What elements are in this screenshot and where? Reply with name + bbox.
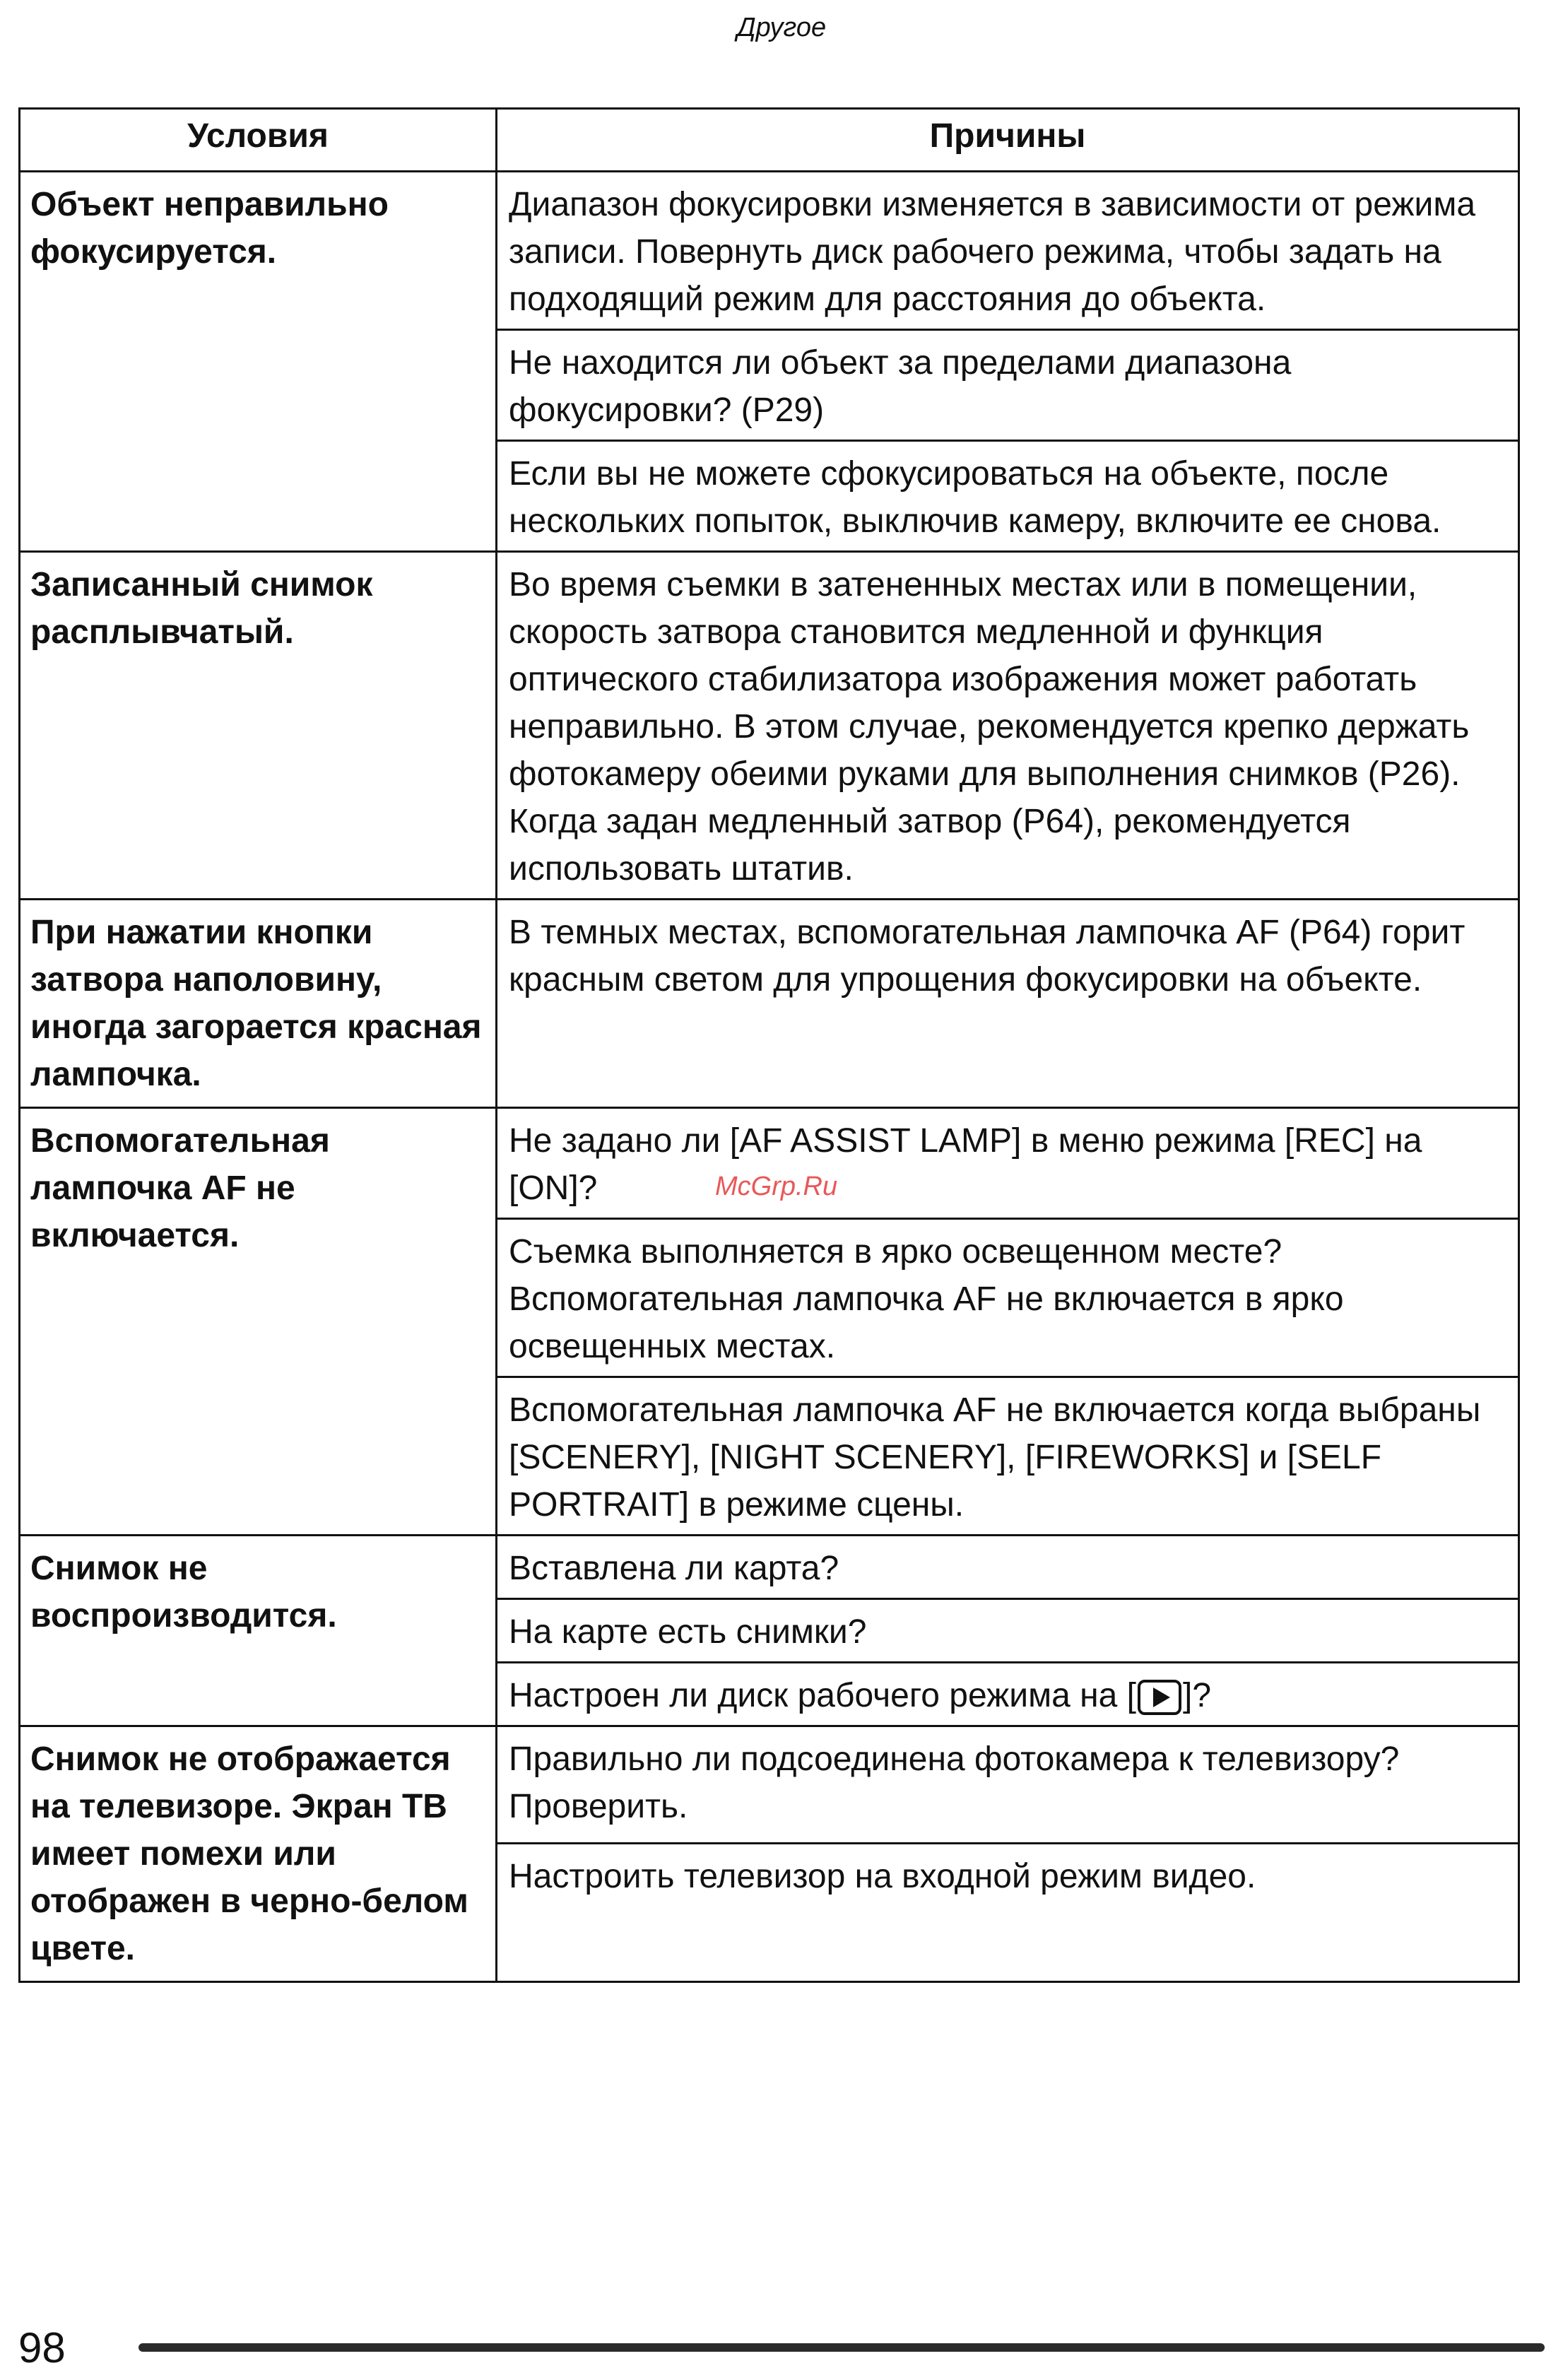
play-mode-icon bbox=[1138, 1680, 1181, 1715]
condition-cell: Снимок не воспроизводится. bbox=[20, 1536, 497, 1726]
table-row bbox=[20, 1726, 1519, 1844]
reason-text-prefix: Настроен ли диск рабочего режима на [ bbox=[509, 1677, 1136, 1714]
watermark: McGrp.Ru bbox=[715, 1172, 838, 1201]
reason-cell: Вставлена ли карта? bbox=[497, 1536, 1519, 1599]
reason-cell: Настроить телевизор на входной режим видео. bbox=[497, 1843, 1519, 1981]
troubleshooting-table bbox=[18, 107, 1520, 1983]
reason-cell: Диапазон фокусировки изменяется в зависимости от режима записи. Повернуть диск рабочего режима, чтобы задать на подходящий режим для расстояния до объекта. bbox=[497, 172, 1519, 330]
condition-cell: Вспомогательная лампочка AF не включается. bbox=[20, 1108, 497, 1536]
reason-cell: Вспомогательная лампочка AF не включается когда выбраны [SCENERY], [NIGHT SCENERY], [FIREWORKS] и [SELF PORTRAIT] в режиме сцены. bbox=[497, 1377, 1519, 1536]
reason-cell: Правильно ли подсоединена фотокамера к телевизору? Проверить. bbox=[497, 1726, 1519, 1844]
table-row bbox=[20, 900, 1519, 1108]
reason-text: Не задано ли [AF ASSIST LAMP] в меню режима [REC] на [ON]? bbox=[509, 1122, 1422, 1207]
reason-cell: Не находится ли объект за пределами диапазона фокусировки? (P29) bbox=[497, 330, 1519, 441]
table-header-row bbox=[20, 109, 1519, 172]
table-row bbox=[20, 552, 1519, 900]
reason-cell-with-icon bbox=[497, 1663, 1519, 1726]
reason-cell: Если вы не можете сфокусироваться на объекте, после нескольких попыток, выключив камеру, включите ее снова. bbox=[497, 441, 1519, 552]
column-header-conditions: Условия bbox=[20, 109, 497, 172]
section-header: Другое bbox=[736, 13, 827, 42]
page-number: 98 bbox=[18, 2324, 66, 2372]
condition-cell: Записанный снимок расплывчатый. bbox=[20, 552, 497, 900]
column-header-causes: Причины bbox=[497, 109, 1519, 172]
condition-cell: При нажатии кнопки затвора наполовину, иногда загорается красная лампочка. bbox=[20, 900, 497, 1108]
reason-cell: На карте есть снимки? bbox=[497, 1599, 1519, 1663]
table-row bbox=[20, 172, 1519, 330]
reason-text-suffix: ]? bbox=[1182, 1677, 1212, 1714]
reason-cell: В темных местах, вспомогательная лампочка AF (P64) горит красным светом для упрощения фокусировки на объекте. bbox=[497, 900, 1519, 1108]
reason-cell: Съемка выполняется в ярко освещенном месте? Вспомогательная лампочка AF не включается в ярко освещенных местах. bbox=[497, 1219, 1519, 1377]
condition-cell: Объект неправильно фокусируется. bbox=[20, 172, 497, 552]
reason-cell: Во время съемки в затененных местах или в помещении, скорость затвора становится медленной и функция оптического стабилизатора изображения может работать неправильно. В этом случае, рекомендуется крепко держать фотокамеру обеими руками для выполнения снимков (P26). Когда задан медленный затвор (P64), рекомендуется использовать штатив. bbox=[497, 552, 1519, 900]
table-row bbox=[20, 1536, 1519, 1599]
condition-cell: Снимок не отображается на телевизоре. Экран ТВ имеет помехи или отображен в черно-белом цвете. bbox=[20, 1726, 497, 1982]
footer-rule bbox=[138, 2343, 1545, 2352]
reason-cell-with-watermark bbox=[497, 1108, 1519, 1219]
